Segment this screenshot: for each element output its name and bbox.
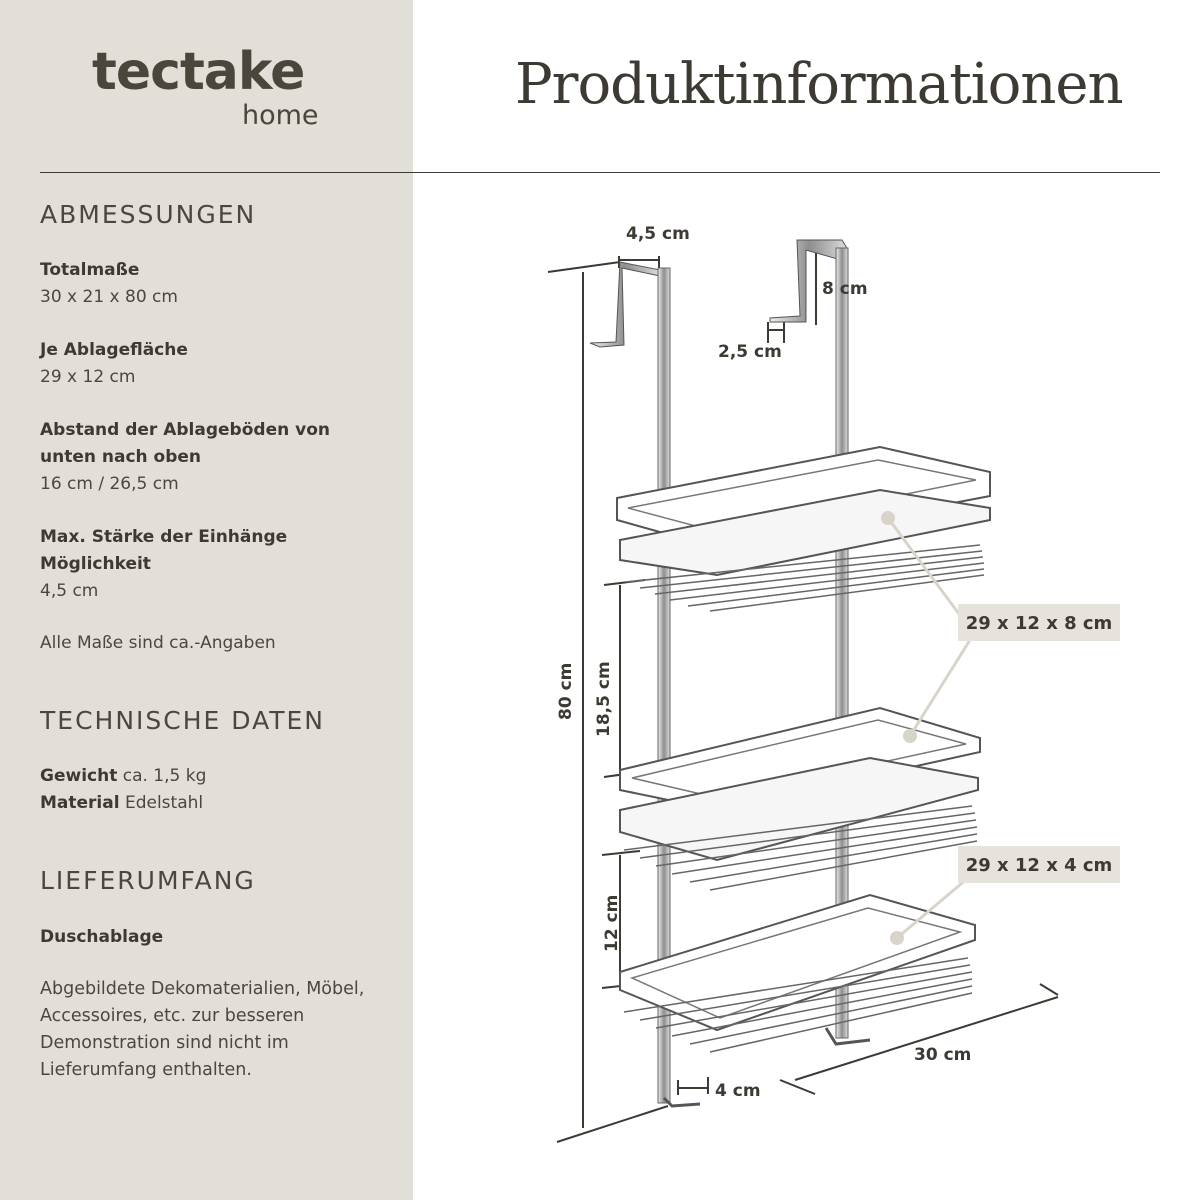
spec-value: 30 x 21 x 80 cm <box>40 287 178 307</box>
shelf-middle <box>620 708 980 890</box>
delivery-item-label: Duschablage <box>40 927 164 947</box>
dim-label-hook-height: 8 cm <box>822 279 868 299</box>
callout-upper-text: 29 x 12 x 8 cm <box>965 613 1113 634</box>
dim-label-hook-lip: 2,5 cm <box>718 342 782 362</box>
spec-label: Material <box>40 793 120 813</box>
dim-label-gap-lower: 12 cm <box>602 894 622 952</box>
dim-label-hook-depth: 4,5 cm <box>626 224 690 244</box>
dim-label-depth: 4 cm <box>715 1081 761 1101</box>
dim-label-gap-upper: 18,5 cm <box>594 661 614 737</box>
spec-value: Edelstahl <box>124 793 204 813</box>
brand-logo-sub: home <box>242 100 319 131</box>
spec-label: Max. Stärke der Einhänge Möglichkeit <box>40 527 288 574</box>
hook-left <box>590 262 660 347</box>
spec-label: Gewicht <box>40 766 118 786</box>
dim-label-width: 30 cm <box>914 1045 972 1065</box>
spec-value: 16 cm / 26,5 cm <box>40 474 179 494</box>
dim-label-total-height: 80 cm <box>556 662 576 720</box>
dimension-lines <box>548 240 1058 1142</box>
shelf-top <box>617 447 990 611</box>
spec-label: Abstand der Ablageböden von unten nach oben <box>40 420 330 467</box>
callout-lower-text: 29 x 12 x 4 cm <box>965 855 1113 876</box>
section-heading-lieferumfang: LIEFERUMFANG <box>40 866 256 895</box>
section-heading-abmessungen: ABMESSUNGEN <box>40 200 257 229</box>
spec-value: ca. 1,5 kg <box>122 766 207 786</box>
spec-label: Je Ablagefläche <box>40 340 188 360</box>
section-heading-technische-daten: TECHNISCHE DATEN <box>40 706 326 735</box>
page-title: Produktinformationen <box>515 52 1123 117</box>
spec-label: Totalmaße <box>40 260 140 280</box>
brand-logo: tectake <box>92 42 305 102</box>
spec-value: 4,5 cm <box>40 581 99 601</box>
shelf-bottom <box>620 895 975 1106</box>
spec-note: Alle Maße sind ca.-Angaben <box>40 633 276 653</box>
spec-value: 29 x 12 cm <box>40 367 136 387</box>
delivery-disclaimer: Abgebildete Dekomaterialien, Möbel, Accessoires, etc. zur besseren Demonstration sind nicht im Lieferumfang enthalten. <box>40 979 365 1080</box>
